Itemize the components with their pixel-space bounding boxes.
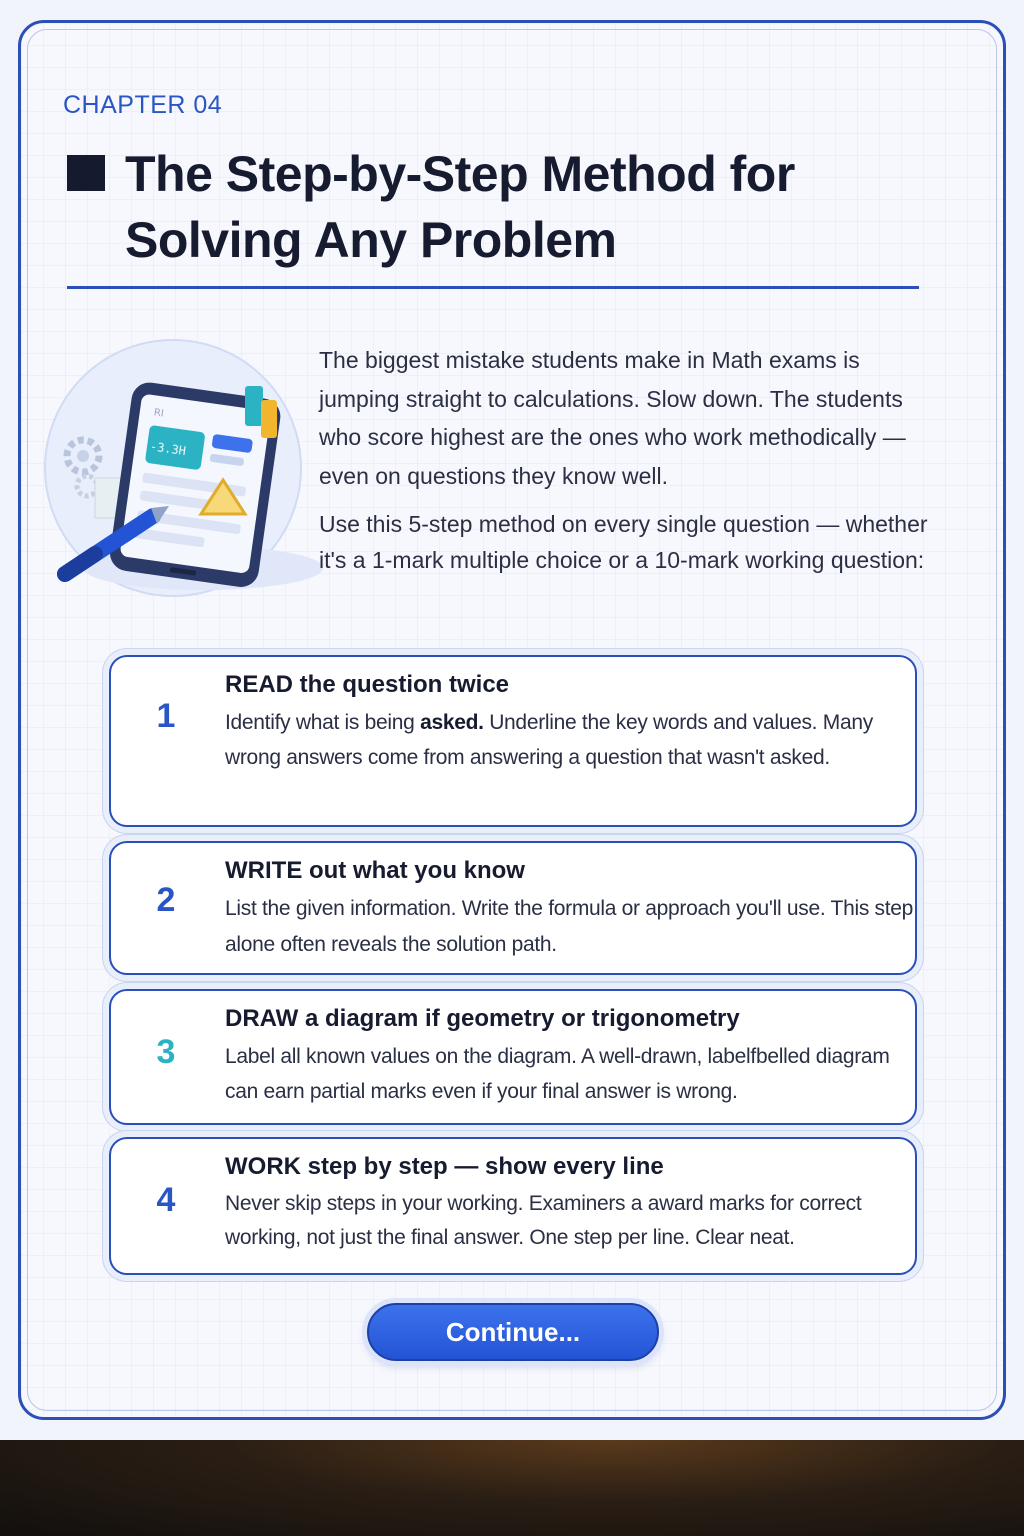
continue-button[interactable]: Continue... — [367, 1303, 659, 1361]
tablet-illustration — [33, 328, 323, 618]
intro-paragraph-1: The biggest mistake students make in Math exams is jumping straight to calculations. Slow down. The students who score highest are the ones who work methodically — even on questions they know well. — [319, 347, 906, 489]
step-body: Label all known values on the diagram. A well-drawn, labelfbelled diagram can earn partial marks even if your final answer is wrong. — [225, 1045, 890, 1103]
step-body: List the given information. Write the formula or approach you'll use. This step alone often reveals the solution path. — [225, 897, 914, 956]
footer-strip — [0, 1440, 1024, 1536]
chapter-label: CHAPTER 04 — [63, 91, 223, 119]
lesson-page — [18, 20, 1006, 1420]
svg-text:-3.3H: -3.3H — [149, 439, 187, 459]
title-square-icon — [67, 155, 105, 191]
step-card-3 — [109, 989, 917, 1125]
step-number: 4 — [156, 1181, 176, 1219]
step-body: Identify what is being asked. Underline the key words and values. Many wrong answers come from answering a question that wasn't asked. — [225, 711, 873, 769]
step-title: DRAW a diagram if geometry or trigonometry — [225, 1005, 740, 1032]
step-number: 1 — [156, 697, 176, 735]
step-number: 2 — [156, 881, 176, 919]
step-body: Never skip steps in your working. Examiners a award marks for correct working, not just the final answer. One step per line. Clear neat. — [225, 1192, 862, 1249]
step-title: WORK step by step — show every line — [225, 1153, 664, 1180]
step-card-1 — [109, 655, 917, 827]
step-title: WRITE out what you know — [225, 857, 525, 884]
step-card-4 — [109, 1137, 917, 1275]
svg-text:RI: RI — [153, 407, 165, 420]
page-title: The Step-by-Step Method for Solving Any Problem — [125, 146, 795, 268]
step-title: READ the question twice — [225, 671, 510, 698]
step-number: 3 — [156, 1033, 176, 1071]
step-card-2 — [109, 841, 917, 975]
intro-paragraph-2: Use this 5-step method on every single question — whether it's a 1-mark multiple choice or a 10-mark working question: — [319, 511, 928, 573]
title-divider — [67, 286, 919, 289]
